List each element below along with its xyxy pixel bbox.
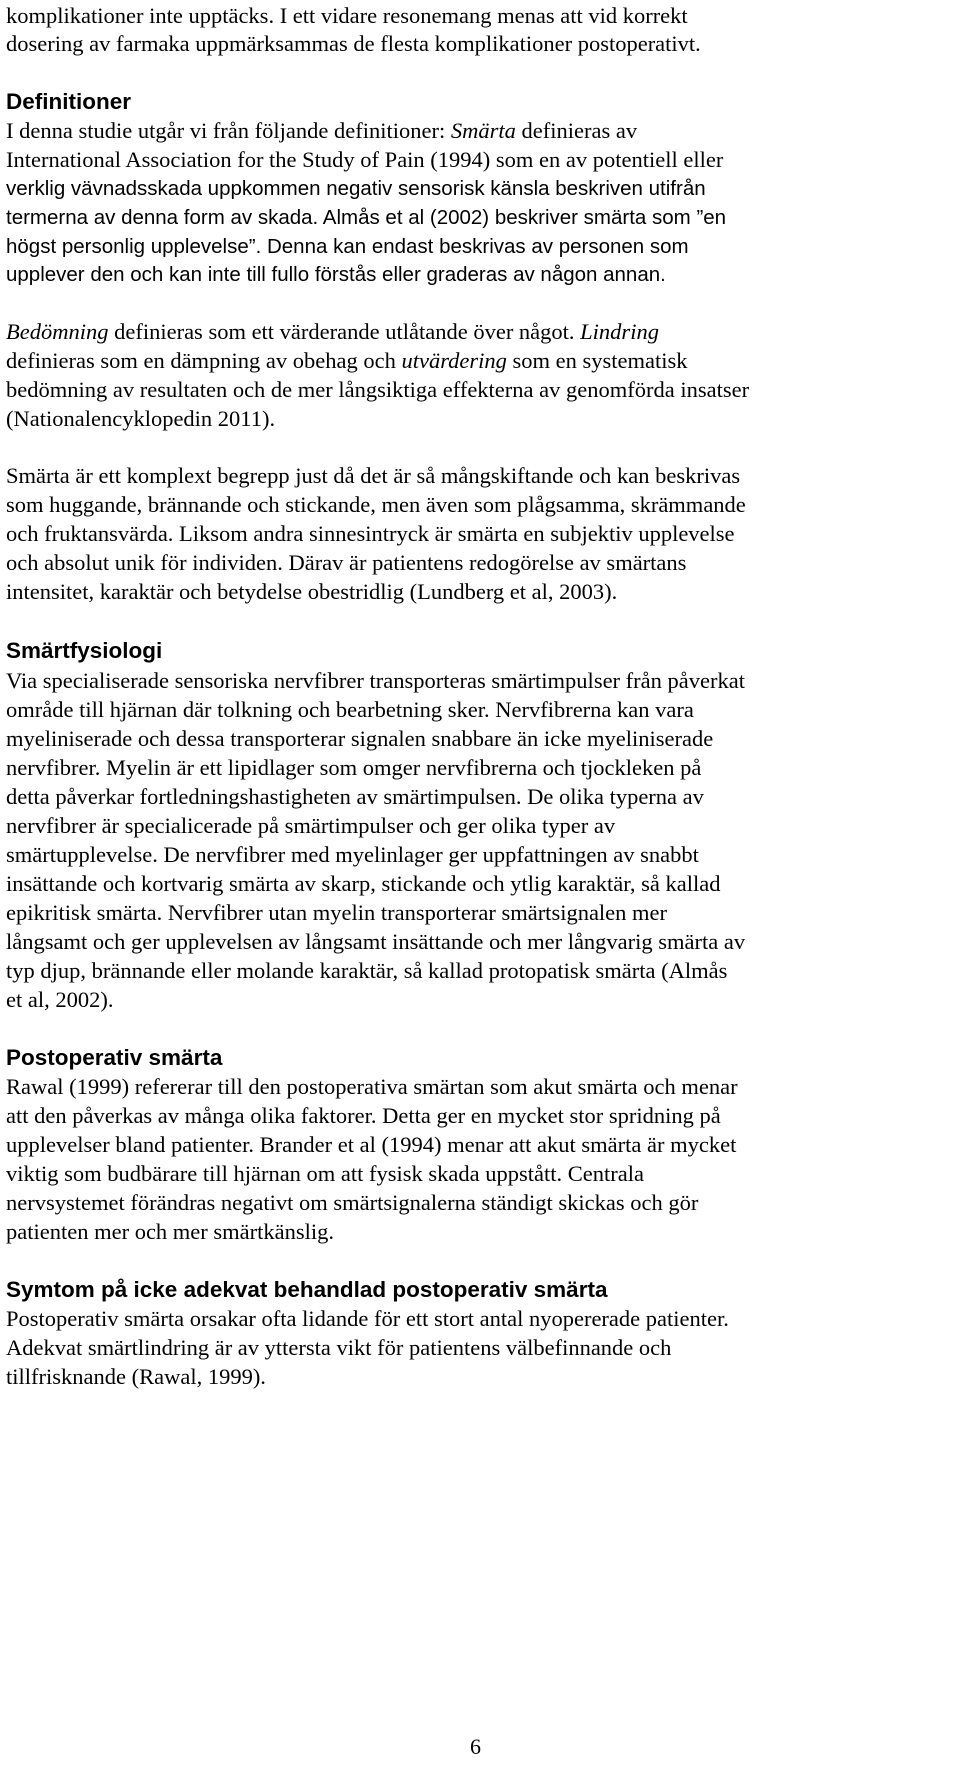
definitioner-p2-line-4: (Nationalencyklopedin 2011). (6, 406, 276, 431)
definitioner-p2-line-1 (6, 318, 659, 346)
text-span: definieras av (515, 118, 638, 143)
definitioner-p1-line-3: verklig vävnadsskada uppkommen negativ sensorisk känsla beskriven utifrån (6, 177, 706, 200)
smartfysiologi-line-11: typ djup, brännande eller molande karaktär, så kallad protopatisk smärta (Almås (6, 958, 728, 983)
smartfysiologi-line-2: område till hjärnan där tolkning och bearbetning sker. Nervfibrerna kan vara (6, 697, 694, 722)
definitioner-p1-line-6: upplever den och kan inte till fullo förstås eller graderas av någon annan. (6, 263, 666, 286)
postoperativ-line-5: nervsystemet förändras negativt om smärtsignalerna ständigt skickas och gör (6, 1190, 699, 1215)
definitioner-p2-line-2 (6, 347, 688, 375)
definitioner-p1-line-5: högst personlig upplevelse”. Denna kan endast beskrivas av personen som (6, 235, 689, 258)
smartfysiologi-line-6: nervfibrer är specialicerade på smärtimpulser och ger olika typer av (6, 813, 616, 838)
text-span: definieras som en dämpning av obehag och (6, 348, 402, 373)
definitioner-p1-line-4: termerna av denna form av skada. Almås et al (2002) beskriver smärta som ”en (6, 206, 727, 229)
text-span: I denna studie utgår vi från följande definitioner: (6, 118, 451, 143)
term-bedomning: Bedömning (6, 319, 109, 344)
page-number: 6 (470, 1734, 481, 1759)
heading-smartfysiologi: Smärtfysiologi (6, 638, 163, 663)
term-smarta: Smärta (450, 118, 516, 143)
smartfysiologi-line-4: nervfibrer. Myelin är ett lipidlager som omger nervfibrerna och tjockleken på (6, 755, 702, 780)
definitioner-p3-line-1: Smärta är ett komplext begrepp just då det är så mångskiftande och kan beskrivas (6, 463, 741, 488)
term-utvardering: utvärdering (401, 348, 507, 373)
symtom-line-3: tillfrisknande (Rawal, 1999). (6, 1364, 266, 1389)
smartfysiologi-line-7: smärtupplevelse. De nervfibrer med myelinlager ger uppfattningen av snabbt (6, 842, 699, 867)
definitioner-p1-line-1 (6, 117, 637, 145)
smartfysiologi-line-10: långsamt och ger upplevelsen av långsamt insättande och mer långvarig smärta av (6, 929, 746, 954)
smartfysiologi-line-9: epikritisk smärta. Nervfibrer utan myelin transporterar smärtsignalen mer (6, 900, 668, 925)
definitioner-p3-line-3: och fruktansvärda. Liksom andra sinnesintryck är smärta en subjektiv upplevelse (6, 521, 735, 546)
text-span: som en systematisk (506, 348, 688, 373)
heading-symtom: Symtom på icke adekvat behandlad postoperativ smärta (6, 1277, 608, 1302)
definitioner-p3-line-4: och absolut unik för individen. Därav är patientens redogörelse av smärtans (6, 550, 687, 575)
smartfysiologi-line-3: myeliniserade och dessa transporterar signalen snabbare än icke myeliniserade (6, 726, 714, 751)
intro-line-2: dosering av farmaka uppmärksammas de flesta komplikationer postoperativt. (6, 31, 701, 56)
term-lindring: Lindring (580, 319, 659, 344)
smartfysiologi-line-12: et al, 2002). (6, 987, 114, 1012)
definitioner-p3-line-5: intensitet, karaktär och betydelse obestridlig (Lundberg et al, 2003). (6, 579, 618, 604)
heading-postoperativ-smarta: Postoperativ smärta (6, 1045, 223, 1070)
postoperativ-line-6: patienten mer och mer smärtkänslig. (6, 1219, 335, 1244)
postoperativ-line-1: Rawal (1999) refererar till den postoperativa smärtan som akut smärta och menar (6, 1074, 738, 1099)
postoperativ-line-2: att den påverkas av många olika faktorer. Detta ger en mycket stor spridning på (6, 1103, 721, 1128)
smartfysiologi-line-1: Via specialiserade sensoriska nervfibrer transporteras smärtimpulser från påverkat (6, 668, 745, 693)
intro-line-1: komplikationer inte upptäcks. I ett vidare resonemang menas att vid korrekt (6, 3, 688, 28)
postoperativ-line-3: upplevelser bland patienter. Brander et al (1994) menar att akut smärta är mycket (6, 1132, 737, 1157)
definitioner-p3-line-2: som huggande, brännande och stickande, men även som plågsamma, skrämmande (6, 492, 746, 517)
heading-definitioner: Definitioner (6, 89, 132, 114)
text-span: definieras som ett värderande utlåtande över något. (108, 319, 581, 344)
smartfysiologi-line-8: insättande och kortvarig smärta av skarp, stickande och ytlig karaktär, så kallad (6, 871, 721, 896)
definitioner-p2-line-3: bedömning av resultaten och de mer långsiktiga effekterna av genomförda insatser (6, 377, 750, 402)
definitioner-p1-line-2: International Association for the Study of Pain (1994) som en av potentiell eller (6, 147, 724, 172)
postoperativ-line-4: viktig som budbärare till hjärnan om att fysisk skada uppstått. Centrala (6, 1161, 644, 1186)
symtom-line-2: Adekvat smärtlindring är av yttersta vikt för patientens välbefinnande och (6, 1335, 672, 1360)
smartfysiologi-line-5: detta påverkar fortledningshastigheten av smärtimpulsen. De olika typerna av (6, 784, 704, 809)
symtom-line-1: Postoperativ smärta orsakar ofta lidande för ett stort antal nyopererade patienter. (6, 1306, 729, 1331)
